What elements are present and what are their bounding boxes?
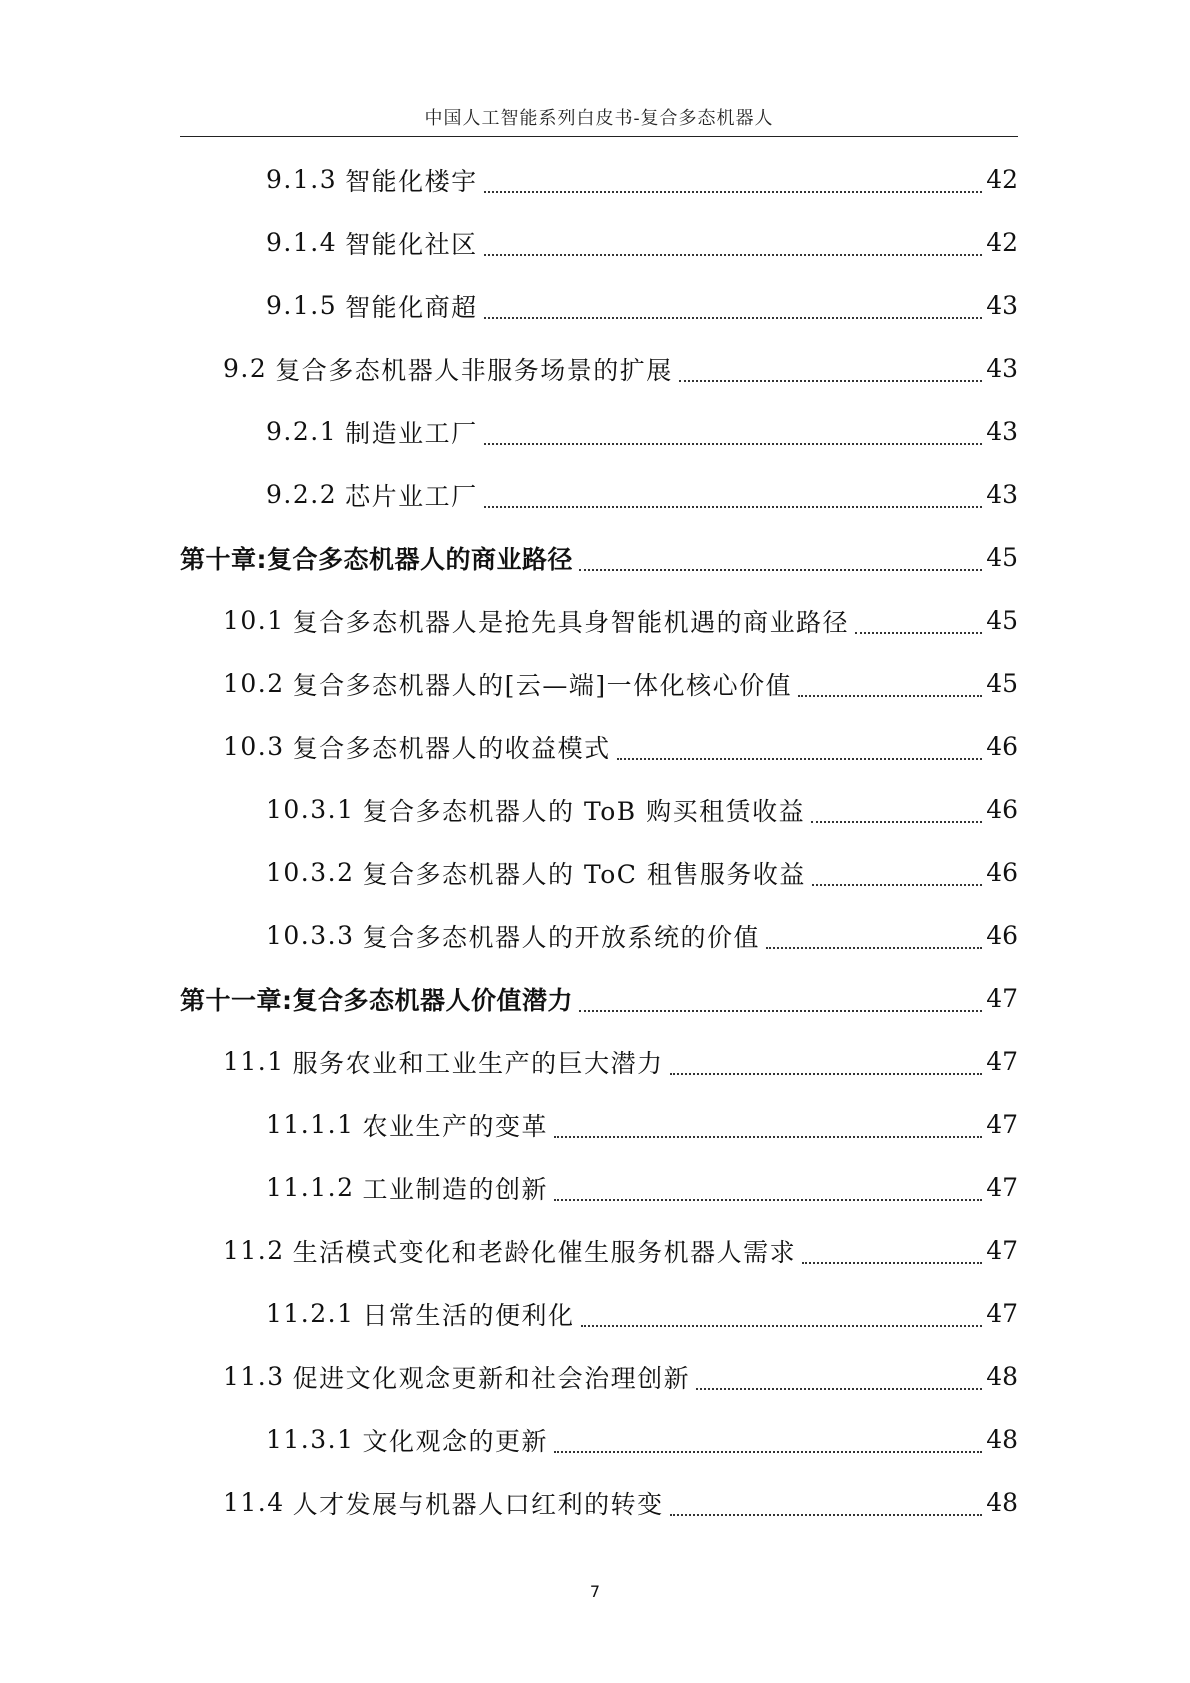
toc-entry[interactable] (180, 1345, 1018, 1408)
toc-entry-number: 9.1.5 (266, 291, 338, 320)
toc-entry-page: 47 (986, 1236, 1018, 1265)
toc-entry-title: 智能化楼宇 (345, 166, 478, 196)
toc-entry-title: :复合多态机器人价值潜力 (282, 985, 574, 1015)
toc-entry-number: 9.2 (223, 354, 268, 383)
toc-entry[interactable] (180, 1030, 1018, 1093)
toc-entry-page: 43 (986, 354, 1018, 383)
dot-leader (579, 1010, 982, 1012)
dot-leader (554, 1451, 982, 1453)
dot-leader (484, 506, 983, 508)
dot-leader (554, 1136, 982, 1138)
toc-entry[interactable] (180, 652, 1018, 715)
toc-entry-page: 45 (986, 669, 1018, 698)
toc-entry[interactable] (180, 967, 1018, 1030)
dot-leader (484, 254, 983, 256)
toc-entry-page: 43 (986, 417, 1018, 446)
dot-leader (802, 1262, 982, 1264)
page-number: 7 (589, 1582, 601, 1601)
toc-entry-page: 46 (986, 921, 1018, 950)
toc-entry-title: 促进文化观念更新和社会治理创新 (292, 1363, 691, 1393)
toc-entry-title: 复合多态机器人的收益模式 (292, 733, 611, 763)
toc-entry-title: 生活模式变化和老龄化催生服务机器人需求 (292, 1237, 797, 1267)
toc-entry-number: 10.2 (223, 669, 285, 698)
toc-entry-number: 10.3.3 (266, 921, 355, 950)
toc-entry-number: 9.2.2 (266, 480, 338, 509)
dot-leader (812, 884, 982, 886)
dot-leader (579, 569, 982, 571)
dot-leader (670, 1073, 983, 1075)
toc-entry-number: 11.3 (223, 1362, 285, 1391)
toc-entry[interactable] (180, 526, 1018, 589)
toc-entry-page: 43 (986, 291, 1018, 320)
toc-entry-number: 10.3.1 (266, 795, 355, 824)
table-of-contents (180, 148, 1018, 1534)
toc-entry-title: 复合多态机器人的[云—端]一体化核心价值 (292, 670, 793, 700)
toc-entry-title: :复合多态机器人的商业路径 (256, 544, 574, 574)
toc-entry-number: 11.1.2 (266, 1173, 355, 1202)
toc-entry-page: 48 (986, 1425, 1018, 1454)
toc-entry-title: 文化观念的更新 (362, 1426, 549, 1456)
toc-entry[interactable] (180, 337, 1018, 400)
toc-entry[interactable] (180, 274, 1018, 337)
toc-entry[interactable] (180, 148, 1018, 211)
toc-entry[interactable] (180, 1093, 1018, 1156)
dot-leader (696, 1388, 982, 1390)
toc-entry-title: 日常生活的便利化 (362, 1300, 575, 1330)
toc-entry-title: 工业制造的创新 (362, 1174, 549, 1204)
toc-entry[interactable] (180, 715, 1018, 778)
toc-entry-title: 智能化社区 (345, 229, 478, 259)
dot-leader (484, 317, 983, 319)
dot-leader (617, 758, 983, 760)
toc-entry-number: 第十一章 (180, 985, 283, 1015)
toc-entry-page: 47 (986, 1047, 1018, 1076)
toc-entry[interactable] (180, 211, 1018, 274)
toc-entry-page: 46 (986, 795, 1018, 824)
toc-entry[interactable] (180, 463, 1018, 526)
toc-entry-number: 10.3 (223, 732, 285, 761)
toc-entry-number: 9.1.4 (266, 228, 338, 257)
header-divider (180, 136, 1018, 137)
toc-entry-page: 45 (986, 606, 1018, 635)
toc-entry[interactable] (180, 841, 1018, 904)
toc-entry-page: 45 (986, 543, 1018, 572)
dot-leader (855, 632, 982, 634)
toc-entry[interactable] (180, 1471, 1018, 1534)
dot-leader (484, 443, 983, 445)
toc-entry-title: 复合多态机器人的 ToC 租售服务收益 (362, 859, 806, 889)
toc-entry-page: 42 (986, 165, 1018, 194)
toc-entry-number: 11.1.1 (266, 1110, 355, 1139)
toc-entry-number: 11.2.1 (266, 1299, 355, 1328)
toc-entry-page: 47 (986, 984, 1018, 1013)
toc-entry-page: 48 (986, 1488, 1018, 1517)
running-header: 中国人工智能系列白皮书-复合多态机器人 (424, 108, 774, 129)
toc-entry-title: 复合多态机器人非服务场景的扩展 (275, 355, 673, 385)
toc-entry-title: 农业生产的变革 (362, 1111, 549, 1141)
toc-entry-number: 11.2 (223, 1236, 285, 1265)
dot-leader (484, 191, 983, 193)
toc-entry[interactable] (180, 1282, 1018, 1345)
toc-entry-title: 制造业工厂 (345, 418, 478, 448)
dot-leader (798, 695, 982, 697)
toc-entry-title: 复合多态机器人的开放系统的价值 (362, 922, 761, 952)
toc-entry-number: 11.3.1 (266, 1425, 355, 1454)
toc-entry-page: 47 (986, 1110, 1018, 1139)
toc-entry-title: 复合多态机器人的 ToB 购买租赁收益 (362, 796, 806, 826)
toc-entry-page: 46 (986, 858, 1018, 887)
dot-leader (811, 821, 982, 823)
toc-entry[interactable] (180, 400, 1018, 463)
toc-entry-number: 9.2.1 (266, 417, 338, 446)
toc-entry-title: 智能化商超 (345, 292, 478, 322)
toc-entry-page: 48 (986, 1362, 1018, 1391)
toc-entry-title: 人才发展与机器人口红利的转变 (292, 1489, 664, 1519)
toc-entry-number: 10.3.2 (266, 858, 355, 887)
dot-leader (679, 380, 982, 382)
toc-entry[interactable] (180, 1219, 1018, 1282)
toc-entry-page: 47 (986, 1173, 1018, 1202)
toc-entry-page: 47 (986, 1299, 1018, 1328)
toc-entry[interactable] (180, 1408, 1018, 1471)
dot-leader (554, 1199, 982, 1201)
toc-entry-title: 复合多态机器人是抢先具身智能机遇的商业路径 (292, 607, 850, 637)
toc-entry[interactable] (180, 1156, 1018, 1219)
dot-leader (670, 1514, 983, 1516)
toc-entry[interactable] (180, 778, 1018, 841)
toc-entry-number: 9.1.3 (266, 165, 338, 194)
toc-entry[interactable] (180, 904, 1018, 967)
dot-leader (581, 1325, 983, 1327)
toc-entry-number: 11.4 (223, 1488, 285, 1517)
toc-entry-number: 第十章 (180, 544, 257, 574)
toc-entry-page: 42 (986, 228, 1018, 257)
toc-entry-page: 43 (986, 480, 1018, 509)
toc-entry-page: 46 (986, 732, 1018, 761)
toc-entry-number: 11.1 (223, 1047, 285, 1076)
toc-entry[interactable] (180, 589, 1018, 652)
toc-entry-number: 10.1 (223, 606, 285, 635)
toc-entry-title: 芯片业工厂 (345, 481, 478, 511)
toc-entry-title: 服务农业和工业生产的巨大潜力 (292, 1048, 664, 1078)
dot-leader (766, 947, 982, 949)
